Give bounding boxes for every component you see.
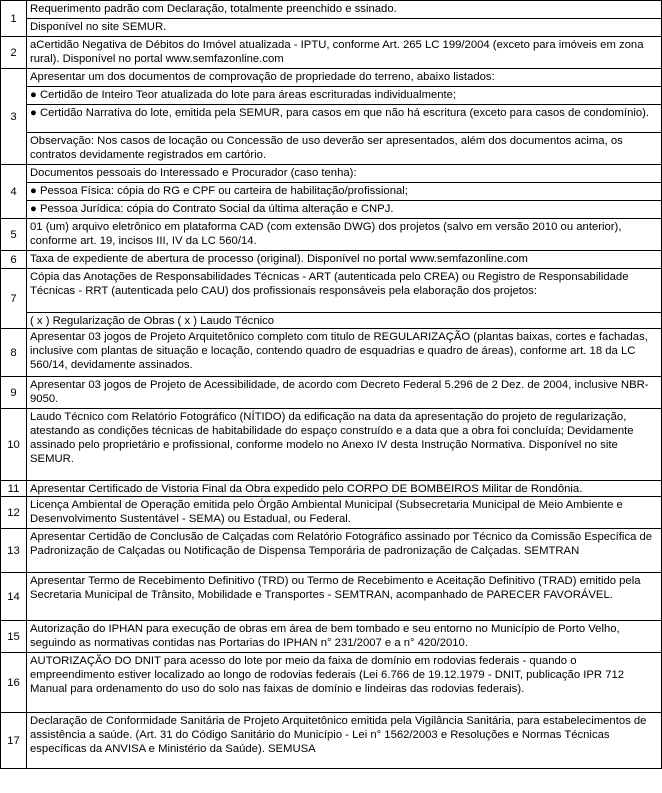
requirement-number: 6 xyxy=(1,251,27,269)
requirement-row xyxy=(1,183,662,201)
requirement-number: 14 xyxy=(1,573,27,621)
requirement-text: Apresentar Certificado de Vistoria Final da Obra expedido pelo CORPO DE BOMBEIROS Militar de Rondônia. xyxy=(27,481,662,497)
requirement-row xyxy=(1,165,662,183)
requirement-row xyxy=(1,219,662,251)
requirement-number: 11 xyxy=(1,481,27,497)
requirement-text: ● Certidão de Inteiro Teor atualizada do lote para áreas escrituradas individualmente; xyxy=(27,87,662,105)
requirement-number: 8 xyxy=(1,329,27,377)
requirement-text: AUTORIZAÇÃO DO DNIT para acesso do lote por meio da faixa de domínio em rodovias federais - quando o empreendimento estiver localizado ao longo de rodovias federais (Lei 6.766 de 19.12.1979 - DNIT, publicação IPR 712 Manual para ordenamento do uso do solo nas faixas de domínio e lindeiras das rodovias federais). xyxy=(27,653,662,713)
requirement-text: ● Certidão Narrativa do lote, emitida pela SEMUR, para casos em que não há escritura (exceto para casos de condomínio). xyxy=(27,105,662,133)
requirement-row xyxy=(1,1,662,19)
requirement-number: 12 xyxy=(1,497,27,529)
requirement-text: aCertidão Negativa de Débitos do Imóvel atualizada - IPTU, conforme Art. 265 LC 199/2004 (exceto para imóveis em zona rural). Disponível no portal www.semfazonline.com xyxy=(27,37,662,69)
requirement-row xyxy=(1,19,662,37)
requirement-text: Autorização do IPHAN para execução de obras em área de bem tombado e seu entorno no Município de Porto Velho, seguindo as normativas contidas nas Portarias do IPHAN n° 231/2007 e a n° 420/2010. xyxy=(27,621,662,653)
requirement-number: 16 xyxy=(1,653,27,713)
requirement-row xyxy=(1,105,662,133)
requirement-text: 01 (um) arquivo eletrônico em plataforma CAD (com extensão DWG) dos projetos (salvo em versão 2010 ou anterior), conforme art. 19, incisos III, IV da LC 560/14. xyxy=(27,219,662,251)
requirement-number: 7 xyxy=(1,269,27,329)
requirement-text: ( x ) Regularização de Obras ( x ) Laudo Técnico xyxy=(27,313,662,329)
requirement-row xyxy=(1,621,662,653)
requirement-row xyxy=(1,713,662,769)
requirement-text: Licença Ambiental de Operação emitida pelo Órgão Ambiental Municipal (Subsecretaria Municipal de Meio Ambiente e Desenvolvimento Sustentável - SEMA) ou Estadual, ou Federal. xyxy=(27,497,662,529)
requirement-row xyxy=(1,497,662,529)
requirement-row xyxy=(1,377,662,409)
requirement-row xyxy=(1,409,662,481)
requirement-row xyxy=(1,653,662,713)
requirement-number: 15 xyxy=(1,621,27,653)
requirement-text: Cópia das Anotações de Responsabilidades Técnicas - ART (autenticada pelo CREA) ou Registro de Responsabilidade Técnicas - RRT (autenticada pelo CAU) dos profissionais responsáveis pela elaboração dos projetos: xyxy=(27,269,662,313)
requirement-row xyxy=(1,201,662,219)
requirement-number: 13 xyxy=(1,529,27,573)
requirement-number: 17 xyxy=(1,713,27,769)
requirement-row xyxy=(1,313,662,329)
requirement-text: Taxa de expediente de abertura de processo (original). Disponível no portal www.semfazonline.com xyxy=(27,251,662,269)
requirement-row xyxy=(1,269,662,313)
requirement-number: 2 xyxy=(1,37,27,69)
requirement-row xyxy=(1,87,662,105)
requirement-row xyxy=(1,481,662,497)
requirement-text: Documentos pessoais do Interessado e Procurador (caso tenha): xyxy=(27,165,662,183)
requirements-table-body xyxy=(1,1,662,769)
requirement-row xyxy=(1,251,662,269)
requirement-text: Observação: Nos casos de locação ou Concessão de uso deverão ser apresentados, além dos documentos acima, os contratos devidamente registrados em cartório. xyxy=(27,133,662,165)
requirement-text: ● Pessoa Jurídica: cópia do Contrato Social da última alteração e CNPJ. xyxy=(27,201,662,219)
requirement-number: 5 xyxy=(1,219,27,251)
requirement-text: Requerimento padrão com Declaração, totalmente preenchido e ssinado. xyxy=(27,1,662,19)
requirement-number: 3 xyxy=(1,69,27,165)
requirement-number: 9 xyxy=(1,377,27,409)
requirement-text: Apresentar Termo de Recebimento Definitivo (TRD) ou Termo de Recebimento e Aceitação Definitivo (TRAD) emitido pela Secretaria Municipal de Trânsito, Mobilidade e Transportes - SEMTRAN, acompanhado de PARECER FAVORÁVEL. xyxy=(27,573,662,621)
requirement-text: Apresentar Certidão de Conclusão de Calçadas com Relatório Fotográfico assinado por Técnico da Comissão Específica de Padronização de Calçadas ou Notificação de Dispensa Temporária de padronização de Calçadas. SEMTRAN xyxy=(27,529,662,573)
requirement-text: Apresentar um dos documentos de comprovação de propriedade do terreno, abaixo listados: xyxy=(27,69,662,87)
requirement-number: 1 xyxy=(1,1,27,37)
requirement-number: 4 xyxy=(1,165,27,219)
requirement-row xyxy=(1,329,662,377)
requirement-row xyxy=(1,37,662,69)
requirement-text: Declaração de Conformidade Sanitária de Projeto Arquitetônico emitida pela Vigilância Sanitária, para estabelecimentos de assistência a saúde. (Art. 31 do Código Sanitário do Município - Lei n° 1562/2003 e Resoluções e Normas Técnicas específicas da ANVISA e Ministério da Saúde). SEMUSA xyxy=(27,713,662,769)
requirement-text: Disponível no site SEMUR. xyxy=(27,19,662,37)
requirement-number: 10 xyxy=(1,409,27,481)
requirement-text: Laudo Técnico com Relatório Fotográfico (NÍTIDO) da edificação na data da apresentação do projeto de regularização, atestando as condições técnicas de habitabilidade do espaço construído e a data que a obra foi concluída; Devidamente assinado pelo proprietário e profissional, conforme modelo no Anexo IV desta Instrução Normativa. Disponível no site SEMUR. xyxy=(27,409,662,481)
requirement-row xyxy=(1,573,662,621)
requirement-row xyxy=(1,69,662,87)
requirement-text: Apresentar 03 jogos de Projeto de Acessibilidade, de acordo com Decreto Federal 5.296 de 2 Dez. de 2004, inclusive NBR-9050. xyxy=(27,377,662,409)
requirement-row xyxy=(1,133,662,165)
requirement-text: ● Pessoa Física: cópia do RG e CPF ou carteira de habilitação/profissional; xyxy=(27,183,662,201)
requirement-text: Apresentar 03 jogos de Projeto Arquitetônico completo com titulo de REGULARIZAÇÃO (plantas baixas, cortes e fachadas, inclusive com plantas de situação e locação, contendo quadro de esquadrias e quadro de áreas), conforme art. 18 da LC 560/14, devidamente assinados. xyxy=(27,329,662,377)
requirement-row xyxy=(1,529,662,573)
